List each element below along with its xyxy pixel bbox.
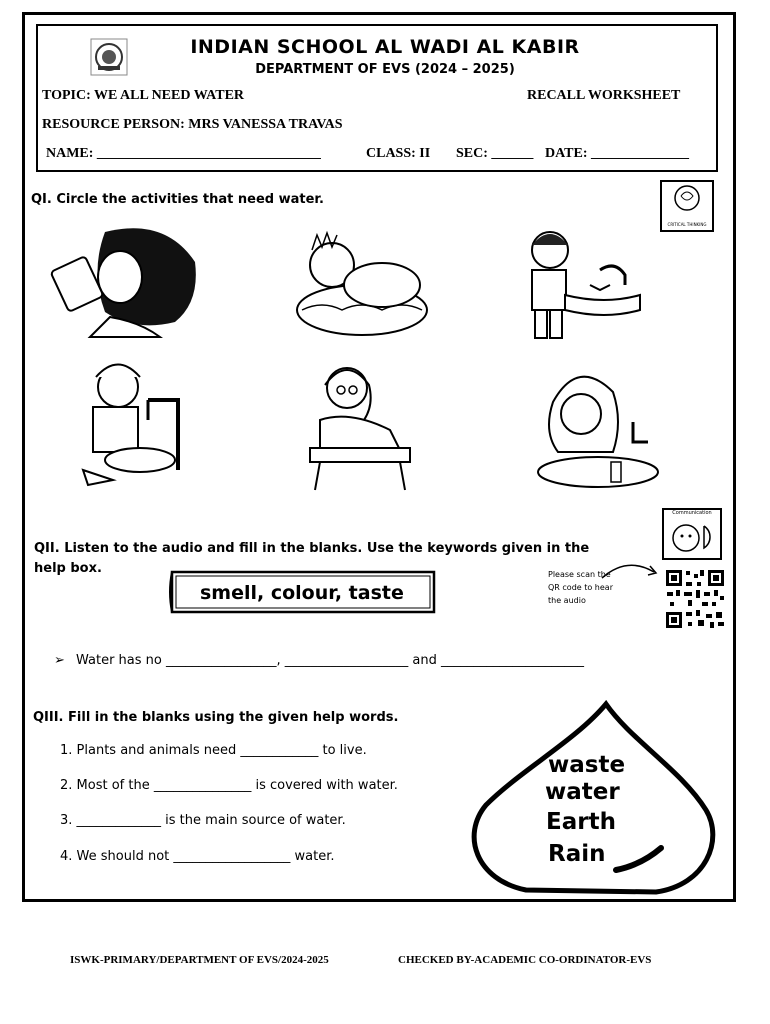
girl-brushing-teeth-picture — [533, 362, 663, 492]
question-1-title: QI. Circle the activities that need water. — [31, 192, 324, 207]
critical-thinking-label: CRITICAL THINKING — [667, 222, 707, 227]
question-3-item-2: 2. Most of the _______________ is covered with water. — [60, 778, 398, 793]
qr-note-line-3: the audio — [548, 596, 586, 605]
boy-washing-hands-picture — [520, 225, 645, 340]
help-word-2: water — [545, 779, 620, 805]
question-3-title: QIII. Fill in the blanks using the given help words. — [33, 710, 399, 725]
communication-label: Communication — [672, 510, 712, 516]
speaking-head-icon — [664, 516, 720, 556]
school-name: INDIAN SCHOOL AL WADI AL KABIR — [190, 36, 580, 58]
help-word-4: Rain — [548, 841, 606, 867]
baby-sleeping-picture — [292, 225, 432, 340]
qr-code-icon[interactable] — [664, 568, 726, 630]
child-washing-clothes-picture — [68, 355, 193, 490]
critical-thinking-badge — [660, 180, 714, 232]
question-2-title-line-1: QII. Listen to the audio and fill in the blanks. Use the keywords given in the — [34, 541, 590, 556]
question-3-item-3: 3. _____________ is the main source of water. — [60, 813, 346, 828]
date-field: DATE: ______________ — [545, 146, 690, 161]
question-3-item-4: 4. We should not __________________ water. — [60, 849, 335, 864]
qr-note-line-1: Please scan the — [548, 570, 611, 579]
girl-drinking-water-picture — [50, 222, 200, 342]
topic: TOPIC: WE ALL NEED WATER — [42, 88, 245, 103]
help-box-keywords: smell, colour, taste — [200, 582, 404, 604]
communication-badge — [662, 508, 722, 560]
question-3-item-1: 1. Plants and animals need ____________ to live. — [60, 743, 367, 758]
qr-note-line-2: QR code to hear — [548, 583, 613, 592]
footer-right: CHECKED BY-ACADEMIC CO-ORDINATOR-EVS — [398, 954, 652, 966]
name-field: NAME: ________________________________ — [46, 146, 321, 161]
arrow-icon — [600, 558, 662, 580]
section-field: SEC: ______ — [456, 146, 534, 161]
question-2-title-line-2: help box. — [34, 561, 102, 576]
footer-left: ISWK-PRIMARY/DEPARTMENT OF EVS/2024-2025 — [70, 954, 329, 966]
resource-person: RESOURCE PERSON: MRS VANESSA TRAVAS — [42, 117, 343, 132]
brain-head-icon — [662, 182, 712, 218]
bullet-arrow-icon: ➢ — [54, 653, 65, 668]
worksheet-type: RECALL WORKSHEET — [527, 88, 681, 103]
help-word-1: waste — [548, 752, 626, 778]
girl-writing-picture — [305, 360, 415, 492]
help-word-3: Earth — [546, 809, 616, 835]
department-title: DEPARTMENT OF EVS (2024 – 2025) — [255, 62, 515, 77]
question-2-sentence: Water has no _________________, ___________________ and ______________________ — [76, 653, 584, 668]
class-field: CLASS: II — [366, 146, 431, 161]
